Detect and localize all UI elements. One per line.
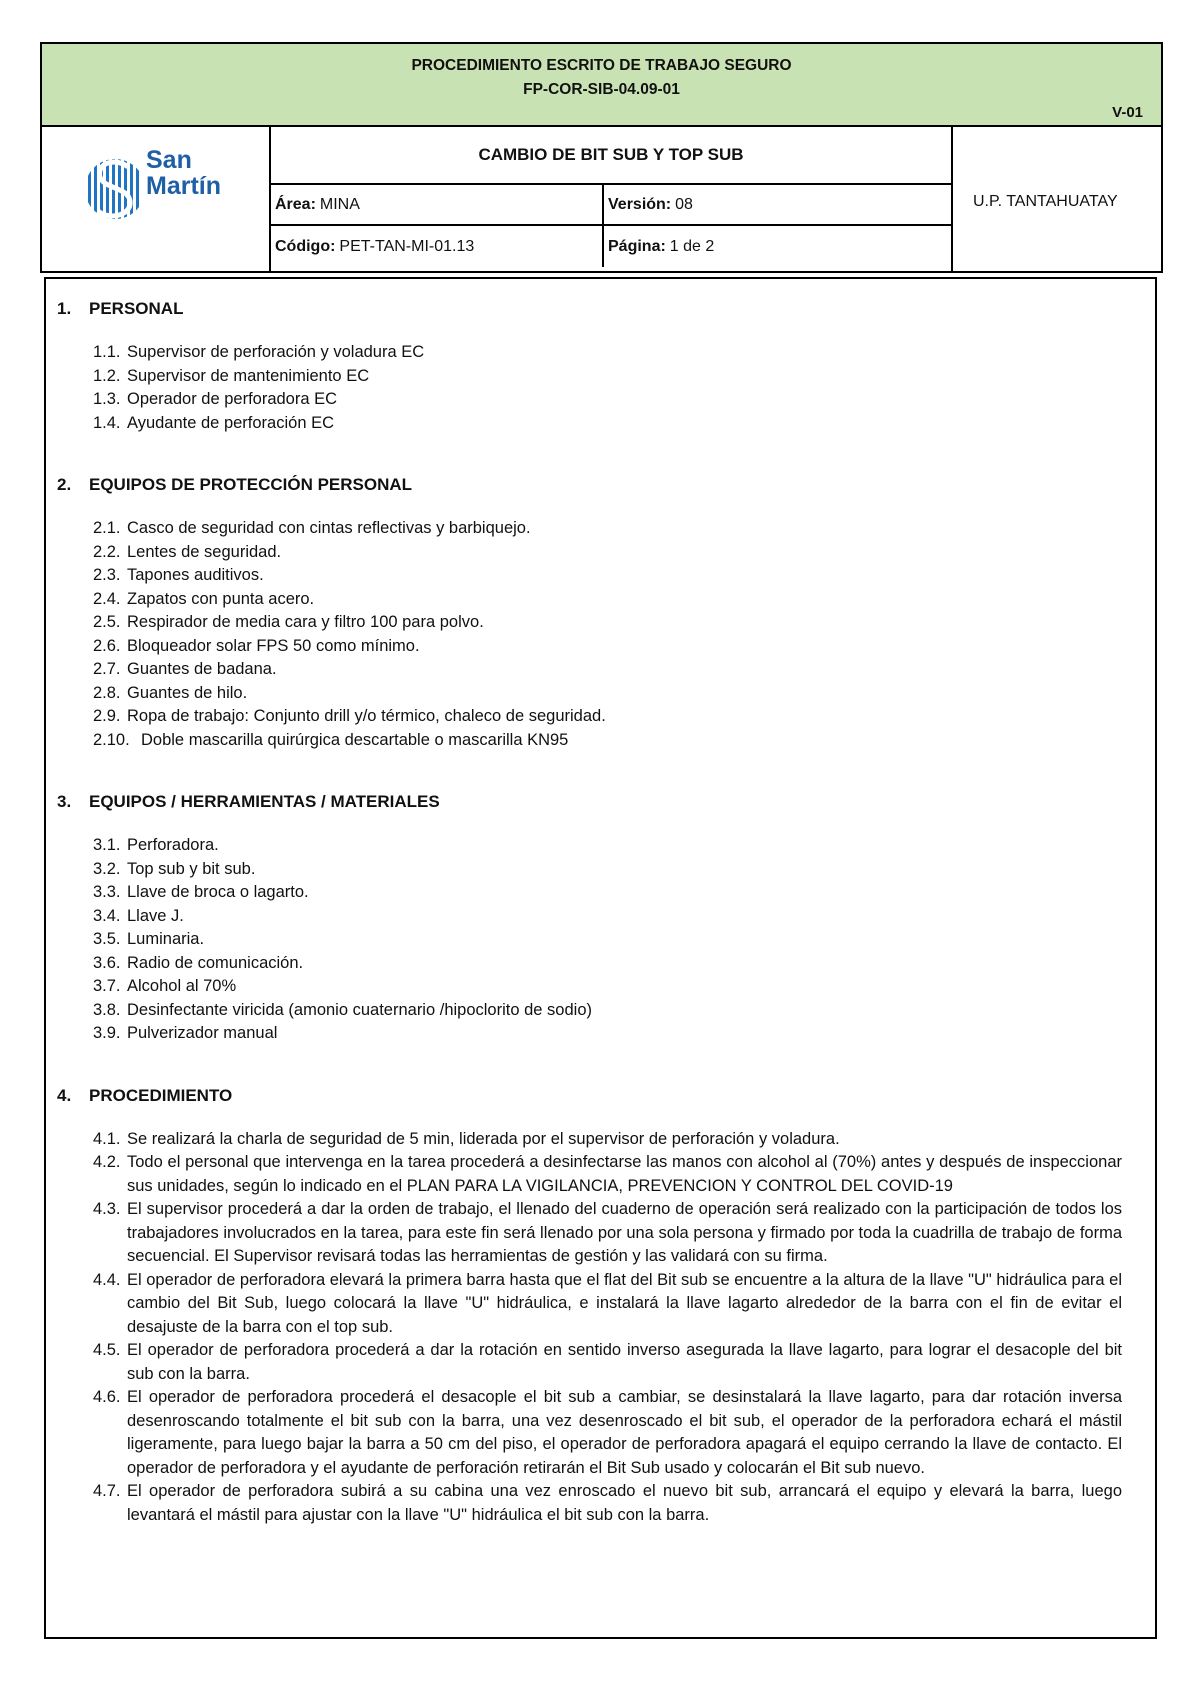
item-text: Supervisor de perforación y voladura EC [127, 343, 425, 361]
version-field [604, 185, 951, 226]
item-number: 3.6. [93, 953, 121, 972]
page-label: Página: [608, 237, 666, 255]
section-heading-equipos [57, 790, 1122, 814]
list-item [57, 1480, 1122, 1527]
item-text: El operador de perforadora procederá el desacople el bit sub a cambiar, se desinstalará la llave lagarto, para dar rotación inversa desenroscando totalmente el bit sub con la barra, una vez desenroscado el bit sub, el operador de la perforadora echará el mástil ligeramente, para luego bajar la barra a 50 cm del piso, el operador de perforadora apagará el equipo cerrando la llave de contacto. El operador de perforadora y el ayudante de perforación retirarán el Bit Sub usado y colocarán el Bit sub nuevo. [127, 1388, 1122, 1477]
item-text: Llave J. [127, 906, 184, 925]
item-number: 2.9. [93, 707, 121, 725]
item-text: Guantes de badana. [127, 660, 277, 678]
item-text: Top sub y bit sub. [127, 859, 256, 878]
procedimiento-list [57, 1128, 1122, 1528]
section-heading-procedimiento [57, 1084, 1122, 1108]
area-field [271, 185, 604, 226]
item-number: 2.2. [93, 542, 121, 561]
list-item [57, 365, 1122, 389]
list-item [57, 881, 1122, 905]
item-number: 1.3. [93, 390, 121, 408]
version-label: Versión: [608, 195, 672, 213]
item-text: Respirador de media cara y filtro 100 para polvo. [127, 613, 484, 631]
document-body [44, 277, 1157, 1639]
list-item [57, 1269, 1122, 1340]
code-label: Código: [275, 237, 336, 255]
item-number: 1.4. [93, 413, 121, 432]
list-item [57, 412, 1122, 436]
list-item [57, 658, 1122, 682]
item-text: Perforadora. [127, 836, 219, 854]
item-text: Zapatos con punta acero. [127, 589, 315, 608]
item-text: El operador de perforadora procederá a dar la rotación en sentido inverso asegurada la llave lagarto, para lograr el desacople del bit sub con la barra. [127, 1341, 1122, 1383]
logo-wordmark [146, 147, 221, 199]
list-item [57, 388, 1122, 412]
equipos-list [57, 834, 1122, 1046]
logo-word-martin: Martín [146, 172, 221, 200]
header-title-code: FP-COR-SIB-04.09-01 [523, 81, 680, 98]
item-text: Todo el personal que intervenga en la tarea procederá a desinfectarse las manos con alcohol al (70%) antes y después de inspeccionar sus unidades, según lo indicado en el PLAN PARA LA VIGILANCIA, PREVENCION Y CONTROL DEL COVID-19 [127, 1153, 1122, 1195]
item-text: Llave de broca o lagarto. [127, 883, 309, 901]
item-text: Casco de seguridad con cintas reflectivas y barbiquejo. [127, 519, 531, 537]
item-number: 3.5. [93, 930, 121, 948]
personal-list [57, 341, 1122, 435]
item-number: 4.4. [93, 1270, 121, 1289]
item-number: 3.2. [93, 859, 121, 878]
list-item [57, 1386, 1122, 1480]
item-text: Bloqueador solar FPS 50 como mínimo. [127, 636, 420, 655]
list-item [57, 928, 1122, 952]
section-title: EQUIPOS DE PROTECCIÓN PERSONAL [89, 475, 413, 494]
item-number: 2.7. [93, 660, 121, 678]
list-item [57, 975, 1122, 999]
item-text: Tapones auditivos. [127, 566, 264, 584]
logo-word-san: San [146, 146, 192, 174]
san-martin-logo-icon [86, 149, 144, 229]
header-title-line1: PROCEDIMIENTO ESCRITO DE TRABAJO SEGURO [411, 57, 792, 74]
list-item [57, 611, 1122, 635]
unit-name: U.P. TANTAHUATAY [973, 193, 1118, 210]
list-item [57, 1128, 1122, 1152]
item-text: El operador de perforadora elevará la primera barra hasta que el flat del Bit sub se encuentre a la altura de la llave "U" hidráulica para el cambio del Bit Sub, luego colocará la llave "U" hidráulica, e instalará la llave lagarto alrededor de la barra con el fin de evitar el desajuste de la barra con el top sub. [127, 1270, 1122, 1336]
list-item [57, 564, 1122, 588]
item-text: Se realizará la charla de seguridad de 5 min, liderada por el supervisor de perforación y voladura. [127, 1129, 840, 1148]
item-number: 4.1. [93, 1129, 121, 1148]
item-number: 1.2. [93, 366, 121, 385]
list-item [57, 1022, 1122, 1046]
list-item [57, 341, 1122, 365]
item-number: 1.1. [93, 343, 121, 361]
list-item [57, 635, 1122, 659]
code-value: PET-TAN-MI-01.13 [339, 237, 475, 255]
header-version-tag: V-01 [1112, 104, 1143, 121]
document-title: CAMBIO DE BIT SUB Y TOP SUB [271, 127, 951, 185]
item-number: 2.10. [93, 730, 130, 749]
item-text: Radio de comunicación. [127, 953, 304, 972]
item-text: Operador de perforadora EC [127, 390, 338, 408]
item-text: Doble mascarilla quirúrgica descartable o mascarilla KN95 [141, 730, 569, 749]
item-text: El operador de perforadora subirá a su cabina una vez enroscado el nuevo bit sub, arrancará el equipo y elevará la barra, luego levantará el mástil para ajustar con la llave "U" hidráulica el bit sub con la barra. [127, 1482, 1122, 1524]
item-number: 2.3. [93, 566, 121, 584]
list-item [57, 705, 1122, 729]
item-number: 3.4. [93, 906, 121, 925]
item-text: Ropa de trabajo: Conjunto drill y/o térmico, chaleco de seguridad. [127, 707, 606, 725]
list-item [57, 858, 1122, 882]
item-number: 2.1. [93, 519, 121, 537]
item-text: Desinfectante viricida (amonio cuaternario /hipoclorito de sodio) [127, 1000, 592, 1019]
section-number: 1. [57, 299, 72, 318]
list-item [57, 1198, 1122, 1269]
list-item [57, 1151, 1122, 1198]
section-heading-personal [57, 297, 1122, 321]
item-number: 3.1. [93, 836, 121, 854]
document-info-row [40, 125, 1163, 273]
item-text: Guantes de hilo. [127, 683, 248, 702]
document-meta [271, 127, 951, 271]
list-item [57, 834, 1122, 858]
list-item [57, 682, 1122, 706]
item-number: 2.8. [93, 683, 121, 702]
section-heading-epp [57, 473, 1122, 497]
item-number: 4.6. [93, 1388, 121, 1406]
list-item [57, 1339, 1122, 1386]
item-text: Ayudante de perforación EC [127, 413, 334, 432]
epp-list [57, 517, 1122, 752]
list-item [57, 541, 1122, 565]
section-number: 3. [57, 792, 72, 811]
section-title: EQUIPOS / HERRAMIENTAS / MATERIALES [89, 792, 440, 811]
area-value: MINA [319, 195, 360, 213]
item-number: 3.7. [93, 977, 121, 995]
item-number: 2.6. [93, 636, 121, 655]
section-title: PERSONAL [89, 299, 184, 318]
page-field [604, 226, 951, 267]
item-number: 3.3. [93, 883, 121, 901]
section-number: 2. [57, 475, 72, 494]
item-number: 3.8. [93, 1000, 121, 1019]
list-item [57, 729, 1122, 753]
document-header-band [40, 42, 1163, 127]
item-number: 2.4. [93, 589, 121, 608]
page-value: 1 de 2 [669, 237, 715, 255]
company-logo [42, 127, 271, 271]
list-item [57, 905, 1122, 929]
code-field [271, 226, 604, 267]
version-value: 08 [675, 195, 693, 213]
item-number: 4.7. [93, 1482, 121, 1500]
list-item [57, 999, 1122, 1023]
header-title [42, 54, 1161, 102]
item-number: 4.2. [93, 1153, 121, 1171]
item-text: Alcohol al 70% [127, 977, 237, 995]
document-content [57, 297, 1122, 1565]
list-item [57, 517, 1122, 541]
item-number: 4.3. [93, 1200, 121, 1218]
section-number: 4. [57, 1085, 72, 1105]
list-item [57, 588, 1122, 612]
list-item [57, 952, 1122, 976]
unit-cell [951, 127, 1161, 271]
item-text: Pulverizador manual [127, 1024, 278, 1042]
item-text: Supervisor de mantenimiento EC [127, 366, 370, 385]
area-label: Área: [275, 195, 316, 213]
item-number: 3.9. [93, 1024, 121, 1042]
item-text: El supervisor procederá a dar la orden de trabajo, el llenado del cuaderno de operación será realizado con la participación de todos los trabajadores involucrados en la tarea, para este fin será llenado por una sola persona y firmado por toda la cuadrilla de trabajo de forma secuencial. El Supervisor revisará todas las herramientas de gestión y las validará con su firma. [127, 1200, 1122, 1265]
item-text: Luminaria. [127, 930, 205, 948]
item-number: 4.5. [93, 1341, 121, 1359]
item-number: 2.5. [93, 613, 121, 631]
section-title: PROCEDIMIENTO [89, 1085, 233, 1105]
item-text: Lentes de seguridad. [127, 542, 282, 561]
